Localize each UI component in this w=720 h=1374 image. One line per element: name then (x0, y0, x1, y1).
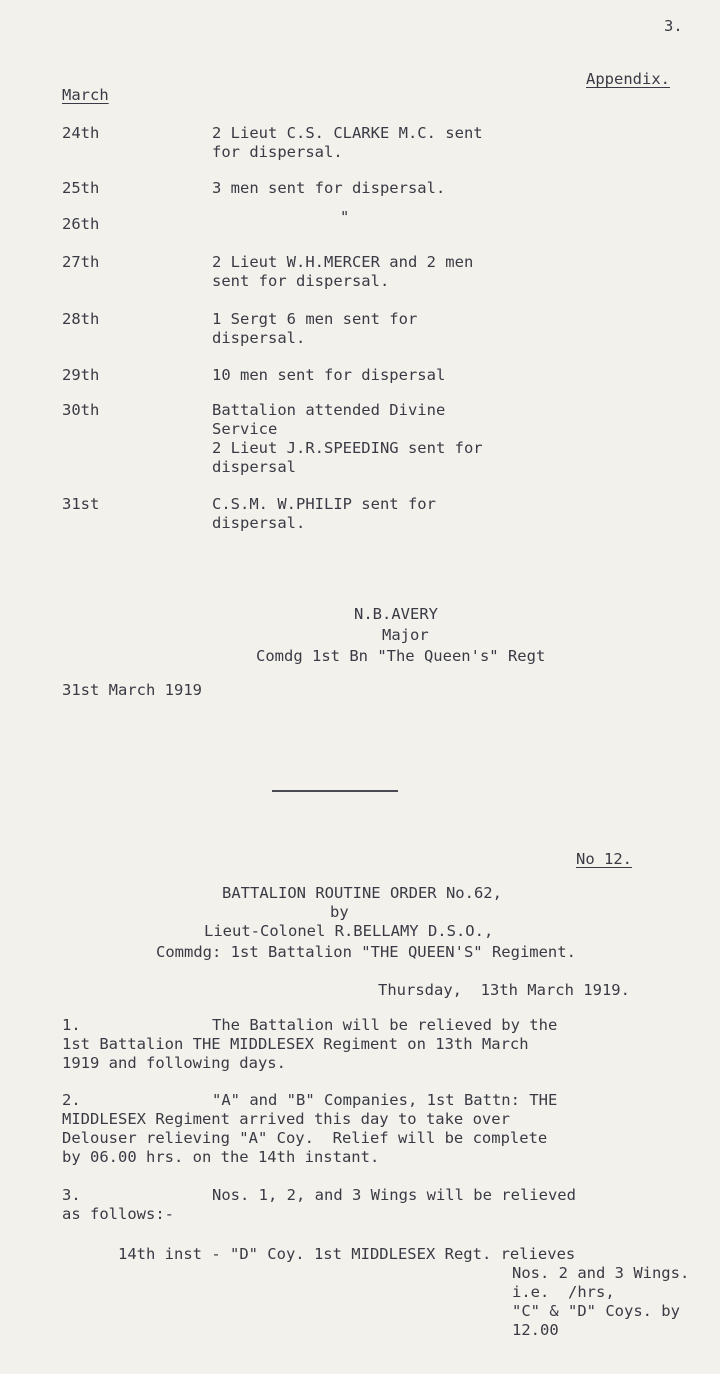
order-date: Thursday, 13th March 1919. (378, 981, 630, 999)
entry-text: 2 Lieut J.R.SPEEDING sent for (212, 439, 483, 457)
page-number: 3. (664, 17, 683, 35)
entry-text: 3 men sent for dispersal. (212, 179, 446, 197)
paragraph-text: Delouser relieving "A" Coy. Relief will be complete (62, 1129, 548, 1147)
entry-text: Service (212, 420, 278, 438)
entry-text: 2 Lieut W.H.MERCER and 2 men (212, 253, 474, 271)
paragraph-text: The Battalion will be relieved by the (212, 1016, 558, 1034)
entry-date: 26th (62, 215, 100, 233)
signature-rank: Major (382, 626, 429, 644)
relief-continuation: 12.00 (512, 1321, 559, 1339)
entry-text: dispersal. (212, 514, 306, 532)
paragraph-text: 1919 and following days. (62, 1054, 286, 1072)
entry-text: sent for dispersal. (212, 272, 390, 290)
sign-date: 31st March 1919 (62, 681, 202, 699)
entry-text: dispersal. (212, 329, 306, 347)
signature-appointment: Comdg 1st Bn "The Queen's" Regt (256, 647, 546, 665)
entry-text: 2 Lieut C.S. CLARKE M.C. sent (212, 124, 483, 142)
relief-line: 14th inst - "D" Coy. 1st MIDDLESEX Regt. relieves (118, 1245, 576, 1263)
paragraph-number: 1. (62, 1016, 81, 1034)
ditto-mark: " (340, 208, 350, 226)
entry-text: Battalion attended Divine (212, 401, 446, 419)
divider-rule (272, 790, 398, 792)
entry-date: 27th (62, 253, 100, 271)
signature-name: N.B.AVERY (354, 605, 438, 623)
paragraph-number: 3. (62, 1186, 81, 1204)
paragraph-text: MIDDLESEX Regiment arrived this day to take over (62, 1110, 510, 1128)
entry-date: 29th (62, 366, 100, 384)
paragraph-text: as follows:- (62, 1205, 174, 1223)
relief-continuation: Nos. 2 and 3 Wings. (512, 1264, 690, 1282)
order-unit: Commdg: 1st Battalion "THE QUEEN'S" Regiment. (156, 943, 576, 961)
entry-date: 31st (62, 495, 100, 513)
entry-date: 28th (62, 310, 100, 328)
month-heading: March (62, 86, 109, 104)
entry-text: dispersal (212, 458, 296, 476)
appendix-label: Appendix. (586, 70, 670, 88)
entry-date: 30th (62, 401, 100, 419)
entry-text: C.S.M. W.PHILIP sent for (212, 495, 436, 513)
order-by: by (330, 903, 349, 921)
order-number: No 12. (576, 850, 632, 868)
entry-text: 10 men sent for dispersal (212, 366, 446, 384)
paragraph-number: 2. (62, 1091, 81, 1109)
order-title: BATTALION ROUTINE ORDER No.62, (222, 884, 502, 902)
entry-text: for dispersal. (212, 143, 343, 161)
relief-continuation: "C" & "D" Coys. by (512, 1302, 680, 1320)
relief-continuation: i.e. /hrs, (512, 1283, 615, 1301)
order-officer: Lieut-Colonel R.BELLAMY D.S.O., (204, 922, 494, 940)
paragraph-text: "A" and "B" Companies, 1st Battn: THE (212, 1091, 558, 1109)
entry-text: 1 Sergt 6 men sent for (212, 310, 418, 328)
paragraph-text: 1st Battalion THE MIDDLESEX Regiment on 13th March (62, 1035, 529, 1053)
entry-date: 24th (62, 124, 100, 142)
entry-date: 25th (62, 179, 100, 197)
paragraph-text: by 06.00 hrs. on the 14th instant. (62, 1148, 380, 1166)
paragraph-text: Nos. 1, 2, and 3 Wings will be relieved (212, 1186, 576, 1204)
